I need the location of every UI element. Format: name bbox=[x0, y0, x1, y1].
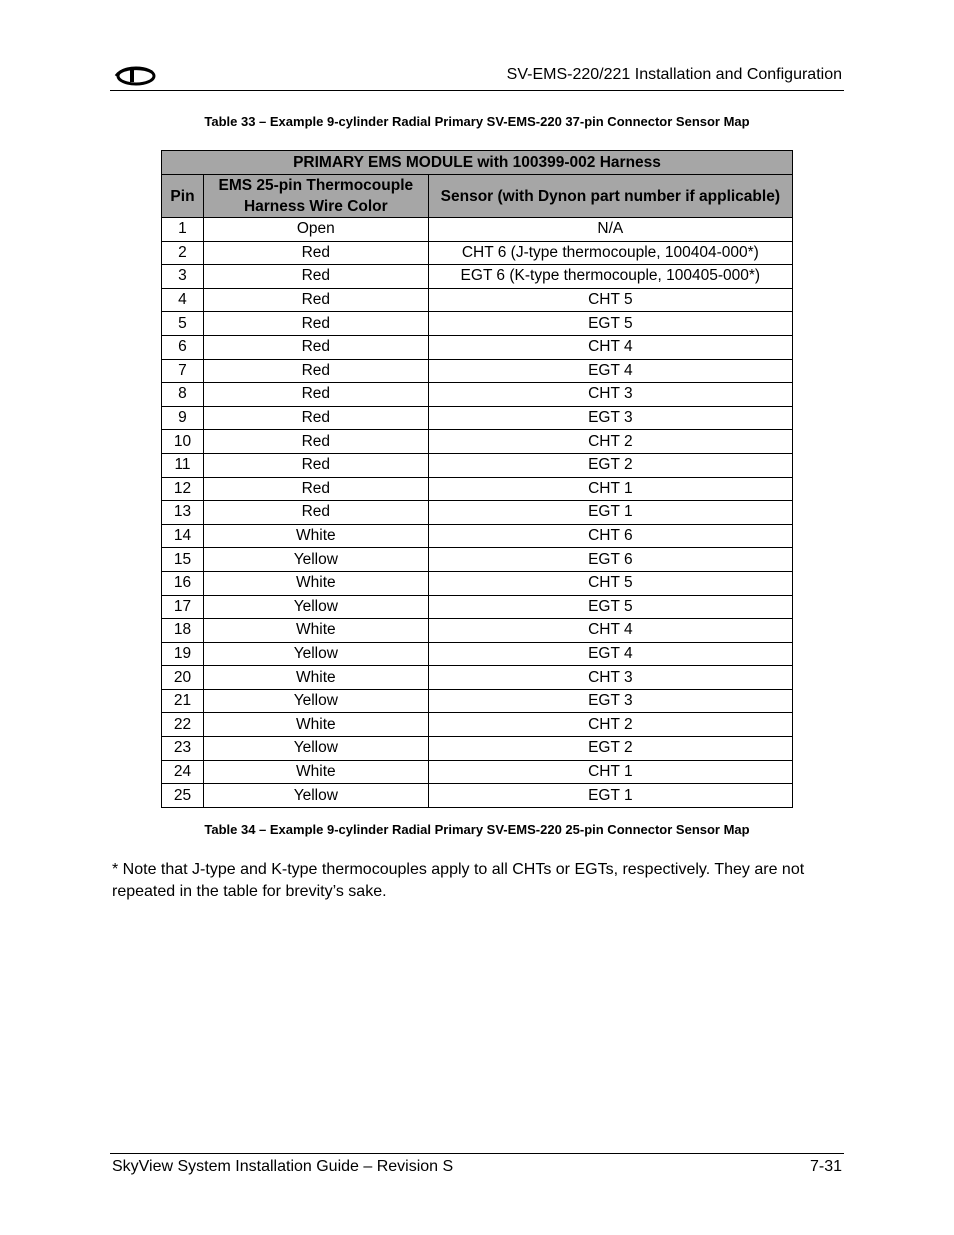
table-row bbox=[162, 619, 793, 643]
table-row bbox=[162, 737, 793, 761]
sensor-cell: CHT 3 bbox=[428, 383, 792, 407]
pin-cell: 15 bbox=[162, 548, 204, 572]
dynon-logo-icon bbox=[112, 66, 156, 86]
table-row bbox=[162, 689, 793, 713]
table-title: PRIMARY EMS MODULE with 100399-002 Harness bbox=[162, 151, 793, 175]
table-row bbox=[162, 430, 793, 454]
table-row bbox=[162, 312, 793, 336]
table-row bbox=[162, 666, 793, 690]
pin-cell: 7 bbox=[162, 359, 204, 383]
sensor-cell: EGT 4 bbox=[428, 359, 792, 383]
thermocouple-note: * Note that J-type and K-type thermocouples apply to all CHTs or EGTs, respectively. They are not repeated in the table for brevity’s sake. bbox=[112, 861, 805, 900]
wire-color-cell: White bbox=[203, 713, 428, 737]
pin-cell: 19 bbox=[162, 642, 204, 666]
table-row bbox=[162, 548, 793, 572]
sensor-cell: EGT 5 bbox=[428, 312, 792, 336]
sensor-cell: CHT 6 bbox=[428, 524, 792, 548]
pin-cell: 6 bbox=[162, 335, 204, 359]
wire-color-cell: Yellow bbox=[203, 642, 428, 666]
wire-color-cell: White bbox=[203, 524, 428, 548]
sensor-cell: EGT 5 bbox=[428, 595, 792, 619]
sensor-cell: EGT 2 bbox=[428, 453, 792, 477]
wire-color-cell: Red bbox=[203, 312, 428, 336]
table-row bbox=[162, 760, 793, 784]
pin-cell: 5 bbox=[162, 312, 204, 336]
wire-color-cell: Red bbox=[203, 288, 428, 312]
pin-cell: 17 bbox=[162, 595, 204, 619]
table-row bbox=[162, 265, 793, 289]
pin-cell: 13 bbox=[162, 501, 204, 525]
wire-color-cell: White bbox=[203, 619, 428, 643]
wire-color-cell: Red bbox=[203, 241, 428, 265]
wire-color-cell: Red bbox=[203, 406, 428, 430]
wire-color-cell: Yellow bbox=[203, 595, 428, 619]
pin-cell: 23 bbox=[162, 737, 204, 761]
table-body bbox=[162, 218, 793, 808]
sensor-cell: EGT 1 bbox=[428, 501, 792, 525]
table-row bbox=[162, 335, 793, 359]
pin-cell: 20 bbox=[162, 666, 204, 690]
column-header-wire-color: EMS 25-pin Thermocouple Harness Wire Color bbox=[203, 175, 428, 218]
column-header-sensor: Sensor (with Dynon part number if applicable) bbox=[428, 175, 792, 218]
sensor-cell: CHT 1 bbox=[428, 760, 792, 784]
table-34-caption: Table 34 – Example 9-cylinder Radial Primary SV-EMS-220 25-pin Connector Sensor Map bbox=[204, 822, 750, 837]
wire-color-cell: Red bbox=[203, 477, 428, 501]
table-row bbox=[162, 288, 793, 312]
sensor-cell: EGT 2 bbox=[428, 737, 792, 761]
sensor-cell: CHT 6 (J-type thermocouple, 100404-000*) bbox=[428, 241, 792, 265]
page-footer bbox=[110, 1153, 844, 1184]
wire-color-cell: White bbox=[203, 666, 428, 690]
table-row bbox=[162, 713, 793, 737]
sensor-cell: EGT 6 (K-type thermocouple, 100405-000*) bbox=[428, 265, 792, 289]
wire-color-cell: White bbox=[203, 760, 428, 784]
pin-cell: 18 bbox=[162, 619, 204, 643]
pin-cell: 16 bbox=[162, 571, 204, 595]
page-header bbox=[110, 62, 844, 91]
wire-color-cell: Red bbox=[203, 383, 428, 407]
pin-cell: 9 bbox=[162, 406, 204, 430]
header-title: SV-EMS-220/221 Installation and Configuration bbox=[506, 66, 842, 83]
sensor-cell: EGT 1 bbox=[428, 784, 792, 808]
wire-color-cell: Yellow bbox=[203, 689, 428, 713]
footer-guide-title: SkyView System Installation Guide – Revision S bbox=[112, 1158, 454, 1175]
wire-color-cell: Yellow bbox=[203, 737, 428, 761]
pin-cell: 8 bbox=[162, 383, 204, 407]
sensor-cell: CHT 5 bbox=[428, 571, 792, 595]
sensor-cell: CHT 2 bbox=[428, 713, 792, 737]
table-row bbox=[162, 524, 793, 548]
wire-color-cell: Red bbox=[203, 453, 428, 477]
pin-cell: 11 bbox=[162, 453, 204, 477]
table-row bbox=[162, 784, 793, 808]
sensor-cell: EGT 4 bbox=[428, 642, 792, 666]
column-header-pin: Pin bbox=[162, 175, 204, 218]
wire-color-cell: White bbox=[203, 571, 428, 595]
pin-cell: 14 bbox=[162, 524, 204, 548]
pin-cell: 2 bbox=[162, 241, 204, 265]
pin-cell: 22 bbox=[162, 713, 204, 737]
sensor-cell: EGT 3 bbox=[428, 689, 792, 713]
table-row bbox=[162, 642, 793, 666]
wire-color-cell: Yellow bbox=[203, 784, 428, 808]
table-row bbox=[162, 241, 793, 265]
sensor-cell: N/A bbox=[428, 218, 792, 242]
sensor-cell: CHT 4 bbox=[428, 335, 792, 359]
sensor-cell: CHT 4 bbox=[428, 619, 792, 643]
sensor-cell: CHT 5 bbox=[428, 288, 792, 312]
table-row bbox=[162, 571, 793, 595]
page-number: 7-31 bbox=[809, 1158, 842, 1175]
wire-color-cell: Red bbox=[203, 430, 428, 454]
wire-color-cell: Red bbox=[203, 359, 428, 383]
table-row bbox=[162, 359, 793, 383]
table-row bbox=[162, 595, 793, 619]
table-33-caption: Table 33 – Example 9-cylinder Radial Primary SV-EMS-220 37-pin Connector Sensor Map bbox=[204, 114, 750, 129]
pin-cell: 1 bbox=[162, 218, 204, 242]
sensor-cell: CHT 1 bbox=[428, 477, 792, 501]
wire-color-cell: Red bbox=[203, 265, 428, 289]
wire-color-cell: Open bbox=[203, 218, 428, 242]
pin-cell: 3 bbox=[162, 265, 204, 289]
pin-cell: 24 bbox=[162, 760, 204, 784]
sensor-cell: CHT 2 bbox=[428, 430, 792, 454]
sensor-map-table bbox=[161, 150, 793, 808]
pin-cell: 4 bbox=[162, 288, 204, 312]
sensor-cell: CHT 3 bbox=[428, 666, 792, 690]
table-row bbox=[162, 406, 793, 430]
pin-cell: 12 bbox=[162, 477, 204, 501]
pin-cell: 25 bbox=[162, 784, 204, 808]
wire-color-cell: Red bbox=[203, 335, 428, 359]
wire-color-cell: Yellow bbox=[203, 548, 428, 572]
table-row bbox=[162, 218, 793, 242]
sensor-cell: EGT 6 bbox=[428, 548, 792, 572]
table-row bbox=[162, 501, 793, 525]
table-row bbox=[162, 383, 793, 407]
table-row bbox=[162, 453, 793, 477]
pin-cell: 10 bbox=[162, 430, 204, 454]
pin-cell: 21 bbox=[162, 689, 204, 713]
sensor-cell: EGT 3 bbox=[428, 406, 792, 430]
wire-color-cell: Red bbox=[203, 501, 428, 525]
table-row bbox=[162, 477, 793, 501]
